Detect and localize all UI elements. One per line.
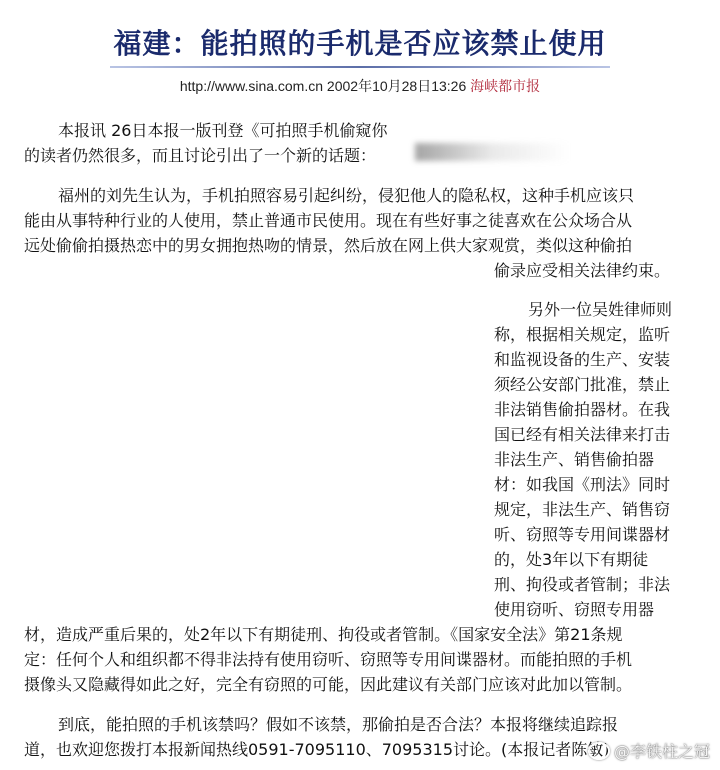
paragraph-3-line: 听、窃照等专用间谍器材 xyxy=(494,525,671,544)
paragraph-3-line: 的，处3年以下有期徒 xyxy=(494,550,649,569)
watermark xyxy=(588,739,710,762)
paragraph-2-line: 能由从事特种行业的人使用，禁止普通市民使用。现在有些好事之徒喜欢在公众场合从 xyxy=(24,211,633,230)
paragraph-2-line: 远处偷偷拍摄热恋中的男女拥抱热吻的情景，然后放在网上供大家观赏，类似这种偷拍 xyxy=(24,236,633,255)
paragraph-3-line: 规定，非法生产、销售窃 xyxy=(494,500,671,519)
paragraph-3-line: 国已经有相关法律来打击 xyxy=(494,425,671,444)
meta-url[interactable]: http://www.sina.com.cn xyxy=(179,78,324,94)
meta-datetime: 2002年10月28日13:26 xyxy=(326,78,467,94)
paragraph-3-line: 定：任何个人和组织都不得非法持有使用窃听、窃照等专用间谍器材。而能拍照的手机 xyxy=(24,650,633,669)
watermark-text: @李铁柱之冠 xyxy=(613,742,710,761)
paragraph-3-line: 另外一位吴姓律师则 xyxy=(528,300,673,319)
paragraph-3-line: 和监视设备的生产、安装 xyxy=(494,350,671,369)
blurred-text-region xyxy=(415,143,570,161)
paragraph-3-line: 刑、拘役或者管制；非法 xyxy=(494,575,671,594)
meta-source[interactable]: 海峡都市报 xyxy=(470,78,541,94)
paragraph-2-line: 偷录应受相关法律约束。 xyxy=(494,261,671,280)
paragraph-2-line: 福州的刘先生认为，手机拍照容易引起纠纷，侵犯他人的隐私权，这种手机应该只 xyxy=(58,186,635,205)
paragraph-3-line: 摄像头又隐藏得如此之好，完全有窃照的可能，因此建议有关部门应该对此加以管制。 xyxy=(24,675,633,694)
paragraph-1-line: 本报讯 26日本报一版刊登《可拍照手机偷窥你 xyxy=(58,121,388,140)
paragraph-3-line: 须经公安部门批准，禁止 xyxy=(494,375,671,394)
paragraph-1-line: 的读者仍然很多，而且讨论引出了一个新的话题： xyxy=(24,146,377,165)
paragraph-4-line: 到底，能拍照的手机该禁吗？假如不该禁，那偷拍是否合法？本报将继续追踪报 xyxy=(58,715,619,734)
paragraph-4-line: 道，也欢迎您拨打本报新闻热线0591-7095110、7095315讨论。(本报记者陈敏) xyxy=(24,740,610,759)
title-divider xyxy=(110,66,610,68)
paragraph-3-line: 非法销售偷拍器材。在我 xyxy=(494,400,671,419)
article-title: 福建：能拍照的手机是否应该禁止使用 xyxy=(113,27,607,60)
paragraph-3-line: 材，造成严重后果的，处2年以下有期徒刑、拘役或者管制。《国家安全法》第21条规 xyxy=(24,625,623,644)
article-meta xyxy=(0,76,720,96)
paragraph-3-line: 称，根据相关规定，监听 xyxy=(494,325,671,344)
paragraph-3-line: 使用窃听、窃照专用器 xyxy=(494,600,655,619)
paragraph-3-line: 材：如我国《刑法》同时 xyxy=(494,475,671,494)
paragraph-3-line: 非法生产、销售偷拍器 xyxy=(494,450,655,469)
weibo-icon xyxy=(588,742,610,760)
